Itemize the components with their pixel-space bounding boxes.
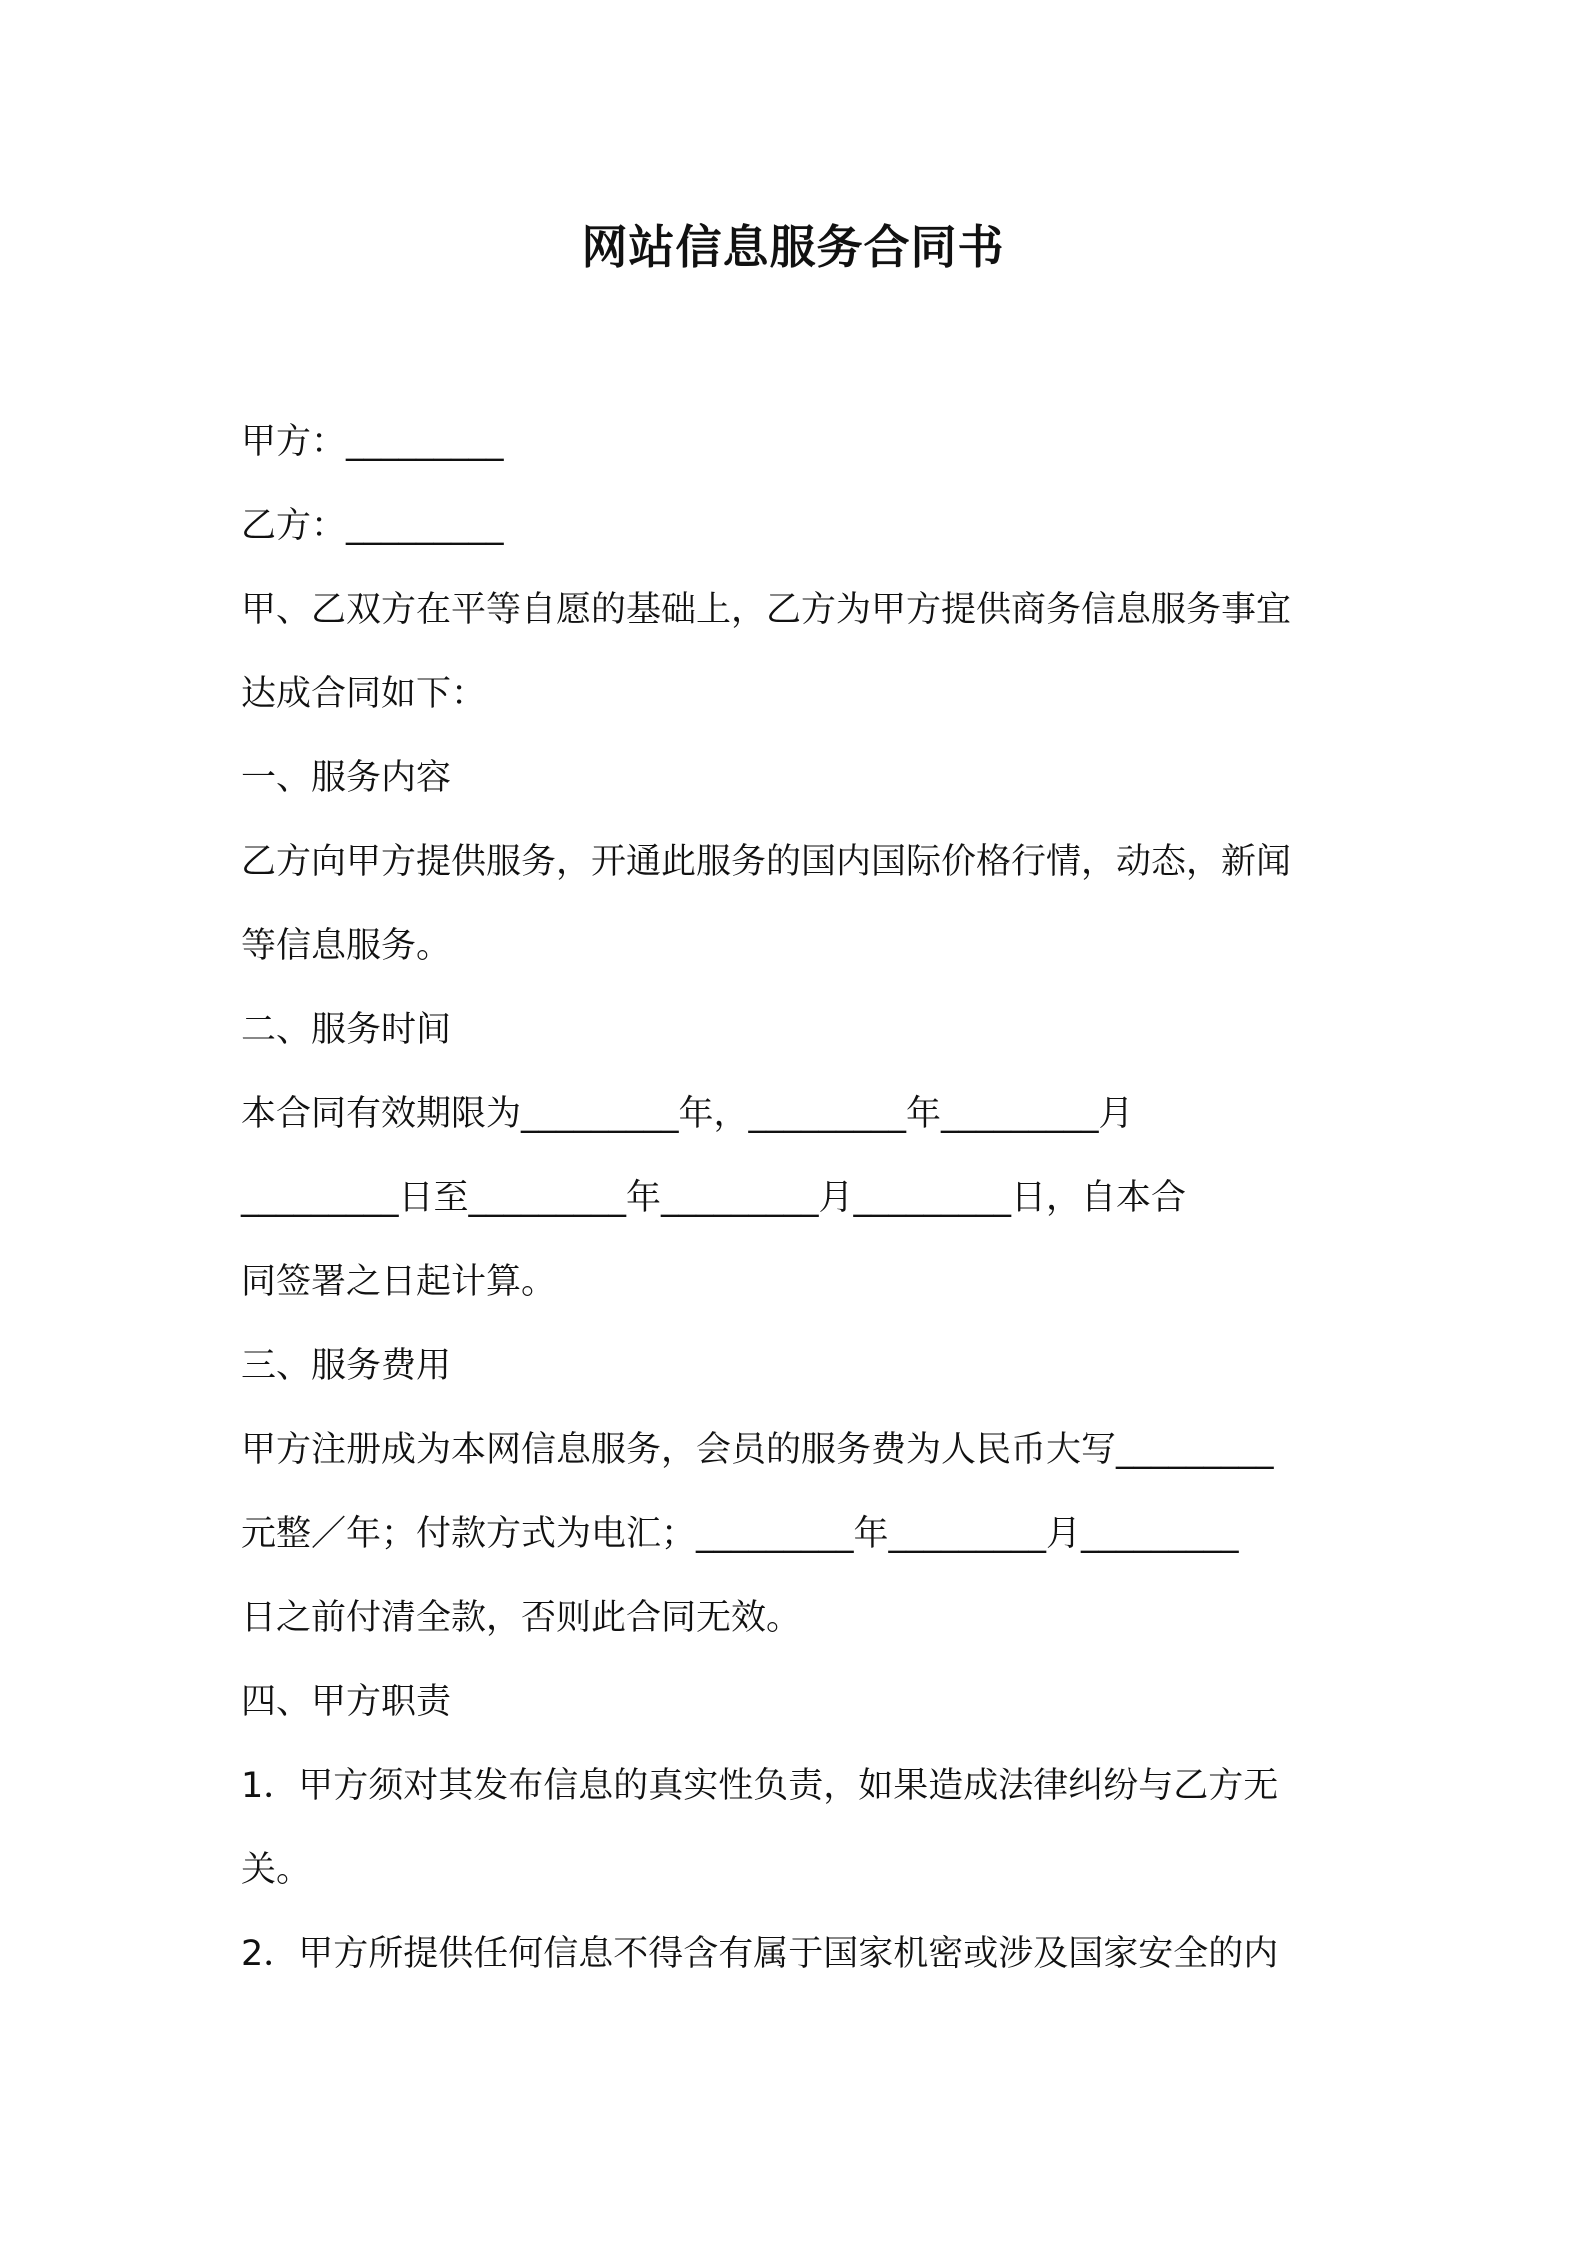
paragraph-line: 乙方向甲方提供服务，开通此服务的国内国际价格行情，动态，新闻 <box>241 842 1292 882</box>
clause-line: 关。 <box>241 1850 312 1890</box>
paragraph-line: 甲方注册成为本网信息服务，会员的服务费为人民币大写_________ <box>241 1430 1274 1470</box>
paragraph-line: 元整／年；付款方式为电汇；_________年_________月_________ <box>241 1514 1239 1554</box>
preamble-line: 甲、乙双方在平等自愿的基础上，乙方为甲方提供商务信息服务事宜 <box>241 590 1292 630</box>
paragraph-line: 日之前付清全款，否则此合同无效。 <box>241 1598 802 1638</box>
party-a-line: 甲方：_________ <box>241 422 504 462</box>
section-heading-service-content: 一、服务内容 <box>241 758 452 798</box>
section-heading-party-a-duties: 四、甲方职责 <box>241 1682 452 1722</box>
section-heading-service-time: 二、服务时间 <box>241 1010 452 1050</box>
clause-line: 2．甲方所提供任何信息不得含有属于国家机密或涉及国家安全的内 <box>241 1934 1279 1974</box>
paragraph-line: 本合同有效期限为_________年，_________年_________月 <box>241 1094 1134 1134</box>
contract-body <box>241 400 1361 1996</box>
paragraph-line: _________日至_________年_________月_________日，自本合 <box>241 1178 1187 1218</box>
section-heading-service-fee: 三、服务费用 <box>241 1346 452 1386</box>
party-b-line: 乙方：_________ <box>241 506 504 546</box>
paragraph-line: 同签署之日起计算。 <box>241 1262 557 1302</box>
document-title: 网站信息服务合同书 <box>581 220 1005 274</box>
clause-line: 1．甲方须对其发布信息的真实性负责，如果造成法律纠纷与乙方无 <box>241 1766 1279 1806</box>
paragraph-line: 等信息服务。 <box>241 926 452 966</box>
preamble-line: 达成合同如下： <box>241 674 487 714</box>
